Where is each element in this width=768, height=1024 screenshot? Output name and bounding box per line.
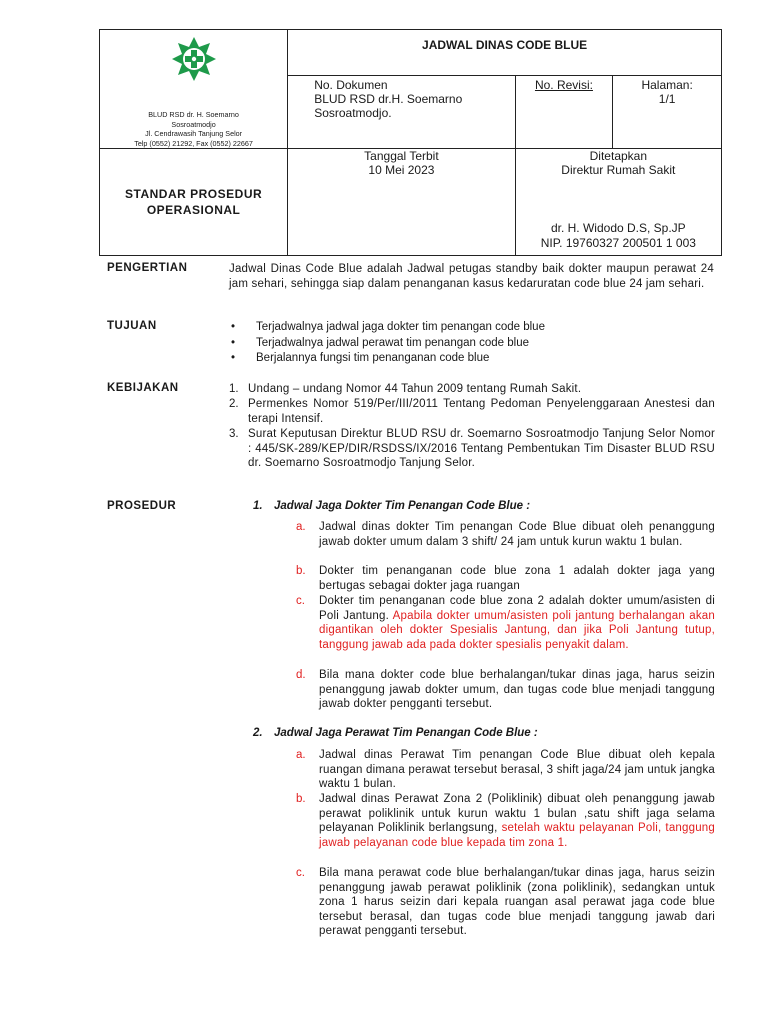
no-dokumen-cell: [288, 75, 515, 148]
list-item: Permenkes Nomor 519/Per/III/2011 Tentang Pedoman Penyelenggaraan Anestesi dan terapi Intensif.: [248, 398, 715, 425]
kebijakan-label: KEBIJAKAN: [107, 382, 179, 394]
tanggal-terbit-cell: [288, 149, 515, 256]
halaman-cell: [613, 75, 722, 148]
bullet-icon: •: [231, 337, 236, 349]
list-item: Terjadwalnya jadwal perawat tim penangan code blue: [256, 337, 529, 349]
list-item: Jadwal dinas dokter Tim penangan Code Blue dibuat oleh penanggung jawab dokter umum dalam 3 shift/ 24 jam untuk kurun waktu 1 bulan.: [319, 521, 715, 548]
signer-name: dr. H. Widodo D.S, Sp.JP: [550, 221, 686, 236]
list-marker: a.: [296, 749, 306, 761]
halaman-label: Halaman:: [641, 77, 693, 92]
tujuan-label: TUJUAN: [107, 320, 157, 332]
prosedur-label: PROSEDUR: [107, 500, 177, 512]
list-marker: d.: [296, 669, 306, 681]
sop-line-2: OPERASIONAL: [146, 203, 241, 218]
institution-info: [100, 110, 287, 148]
list-item: Surat Keputusan Direktur BLUD RSU dr. Soemarno Sosroatmodjo Tanjung Selor Nomor : 445/SK-289/KEP/DIR/RSDSS/IX/2016 Tentang Pembentukan Tim Disaster BLUD RSU dr. Soemarno Sosroatmodjo Tanjung Selor.: [248, 428, 715, 470]
bullet-icon: •: [231, 352, 236, 364]
signer-nip: NIP. 19760327 200501 1 003: [540, 236, 696, 251]
list-item: Terjadwalnya jadwal jaga dokter tim penangan code blue: [256, 321, 545, 333]
institution-cell: [100, 30, 288, 149]
list-number: 3.: [229, 428, 239, 440]
section-number: 1.: [253, 500, 263, 512]
no-revisi-cell: [515, 75, 613, 148]
list-marker: a.: [296, 521, 306, 533]
institution-address: Jl. Cendrawasih Tanjung Selor: [145, 129, 243, 139]
section-title: Jadwal Jaga Perawat Tim Penangan Code Blue :: [274, 727, 538, 739]
list-item: Dokter tim penanganan code blue zona 2 adalah dokter umum/asisten di Poli Jantung. Apabila dokter umum/asisten poli jantung berhalangan akan digantikan oleh dokter Spesialis Jantung, dan jika Poli Jantung tutup, tanggung jawab ada pada dokter spesialis penyakit dalam.: [319, 595, 715, 651]
list-marker: b.: [296, 565, 306, 577]
list-item: Dokter tim penanganan code blue zona 1 adalah dokter jaga yang bertugas sebagai dokter jaga ruangan: [319, 565, 715, 592]
bullet-icon: •: [231, 321, 236, 333]
ditetapkan-label: Ditetapkan: [589, 149, 648, 164]
list-item: Undang – undang Nomor 44 Tahun 2009 tentang Rumah Sakit.: [248, 383, 582, 395]
ditetapkan-cell: [515, 149, 721, 256]
list-number: 2.: [229, 398, 239, 410]
pengertian-label: PENGERTIAN: [107, 262, 188, 274]
list-number: 1.: [229, 383, 239, 395]
institution-name-2: Sosroatmodjo: [171, 119, 216, 129]
list-marker: b.: [296, 793, 306, 805]
halaman-value: 1/1: [658, 91, 676, 106]
list-item: Jadwal dinas Perawat Tim penangan Code Blue dibuat oleh kepala ruangan dimana perawat tersebut berasal, 3 shift jaga/24 jam untuk jangka waktu 1 bulan.: [319, 749, 715, 791]
section-number: 2.: [253, 727, 263, 739]
institution-name: BLUD RSD dr. H. Soemarno: [148, 110, 239, 119]
list-marker: c.: [296, 595, 305, 607]
section-title: Jadwal Jaga Dokter Tim Penangan Code Blue :: [274, 500, 531, 512]
sop-line-1: STANDAR PROSEDUR: [125, 187, 263, 202]
no-dokumen-label: No. Dokumen: [314, 77, 388, 92]
no-dokumen-value: BLUD RSD dr.H. Soemarno: [314, 91, 463, 106]
tanggal-terbit-label: Tanggal Terbit: [364, 149, 439, 164]
document-title: JADWAL DINAS CODE BLUE: [288, 30, 722, 76]
no-revisi-label: No. Revisi:: [534, 77, 593, 92]
list-item: Bila mana dokter code blue berhalangan/tukar dinas jaga, harus seizin penanggung jawab dokter umum, dan tugas code blue menjadi tanggung jawab dokter pengganti tersebut.: [319, 669, 715, 711]
list-item: Jadwal dinas Perawat Zona 2 (Poliklinik) dibuat oleh penanggung jawab perawat poliklinik untuk kurun waktu 1 bulan ,satu shift jaga selama pelayanan Poliklinik berlangsung, setelah waktu pelayanan Poli, tanggung jawab pelayanan code blue kepada tim zona 1.: [319, 793, 715, 849]
direktur-label: Direktur Rumah Sakit: [561, 163, 676, 178]
signer-block: [516, 221, 721, 251]
institution-phone: Telp (0552) 21292, Fax (0552) 22667: [134, 138, 253, 148]
tanggal-terbit-value: 10 Mei 2023: [368, 163, 435, 178]
hospital-logo-icon: [170, 35, 218, 83]
pengertian-text: Jadwal Dinas Code Blue adalah Jadwal petugas standby baik dokter maupun perawat 24 jam sehari, sehingga siap dalam penanganan kasus kedaruratan code blue 24 jam sehari.: [229, 263, 714, 290]
list-marker: c.: [296, 867, 305, 879]
sop-cell: [100, 149, 288, 256]
document-header: [99, 29, 722, 256]
list-item: Berjalannya fungsi tim penanganan code blue: [256, 352, 490, 364]
list-item: Bila mana perawat code blue berhalangan/tukar dinas jaga, harus seizin penanggung jawab perawat poliklinik (zona poliklinik), sedangkan untuk zona 1 harus seizin dari kepala ruangan asal perawat jaga code blue tersebut berasal, dan tugas code blue menjadi tanggung jawab dari perawat pengganti tersebut.: [319, 867, 715, 938]
no-dokumen-value-2: Sosroatmodjo.: [314, 105, 392, 120]
